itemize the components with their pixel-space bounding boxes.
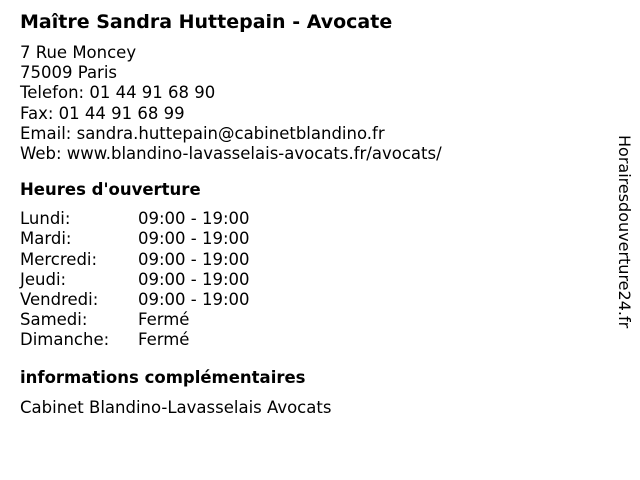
time-value: Fermé — [138, 330, 190, 350]
day-label: Mardi: — [20, 229, 72, 249]
additional-info-text: Cabinet Blandino-Lavasselais Avocats — [20, 397, 332, 417]
day-label: Jeudi: — [20, 269, 67, 289]
time-value: 09:00 - 19:00 — [138, 290, 250, 310]
time-value: 09:00 - 19:00 — [138, 229, 250, 249]
hours-row-wednesday — [20, 250, 600, 270]
hours-heading: Heures d'ouverture — [20, 180, 201, 200]
site-watermark: Horairesdouverture24.fr — [615, 135, 634, 329]
email-line — [20, 124, 600, 144]
phone-line: Telefon: 01 44 91 68 90 — [20, 83, 216, 103]
web-line — [20, 144, 600, 164]
time-value: 09:00 - 19:00 — [138, 269, 250, 289]
additional-info-heading: informations complémentaires — [20, 367, 306, 387]
hours-row-tuesday — [20, 229, 600, 249]
business-card — [20, 10, 600, 418]
hours-row-saturday — [20, 310, 600, 330]
email-label: Email: — [20, 123, 77, 143]
address-street: 7 Rue Moncey — [20, 43, 137, 62]
time-value: Fermé — [138, 310, 190, 330]
hours-row-sunday — [20, 330, 600, 350]
day-label: Vendredi: — [20, 290, 99, 310]
address-city: 75009 Paris — [20, 63, 118, 83]
day-label: Dimanche: — [20, 330, 110, 350]
day-label: Lundi: — [20, 209, 71, 229]
website-link[interactable]: www.blandino-lavasselais-avocats.fr/avocats/ — [66, 144, 442, 164]
hours-row-thursday — [20, 270, 600, 290]
hours-row-friday — [20, 290, 600, 310]
email-link[interactable]: sandra.huttepain@cabinetblandino.fr — [76, 123, 385, 143]
business-title: Maître Sandra Huttepain - Avocate — [20, 11, 393, 33]
fax-line: Fax: 01 44 91 68 99 — [20, 103, 185, 123]
hours-table — [20, 209, 600, 350]
day-label: Mercredi: — [20, 249, 98, 269]
hours-row-monday — [20, 209, 600, 229]
time-value: 09:00 - 19:00 — [138, 209, 250, 229]
day-label: Samedi: — [20, 310, 88, 330]
web-label: Web: — [20, 144, 67, 164]
time-value: 09:00 - 19:00 — [138, 249, 250, 269]
